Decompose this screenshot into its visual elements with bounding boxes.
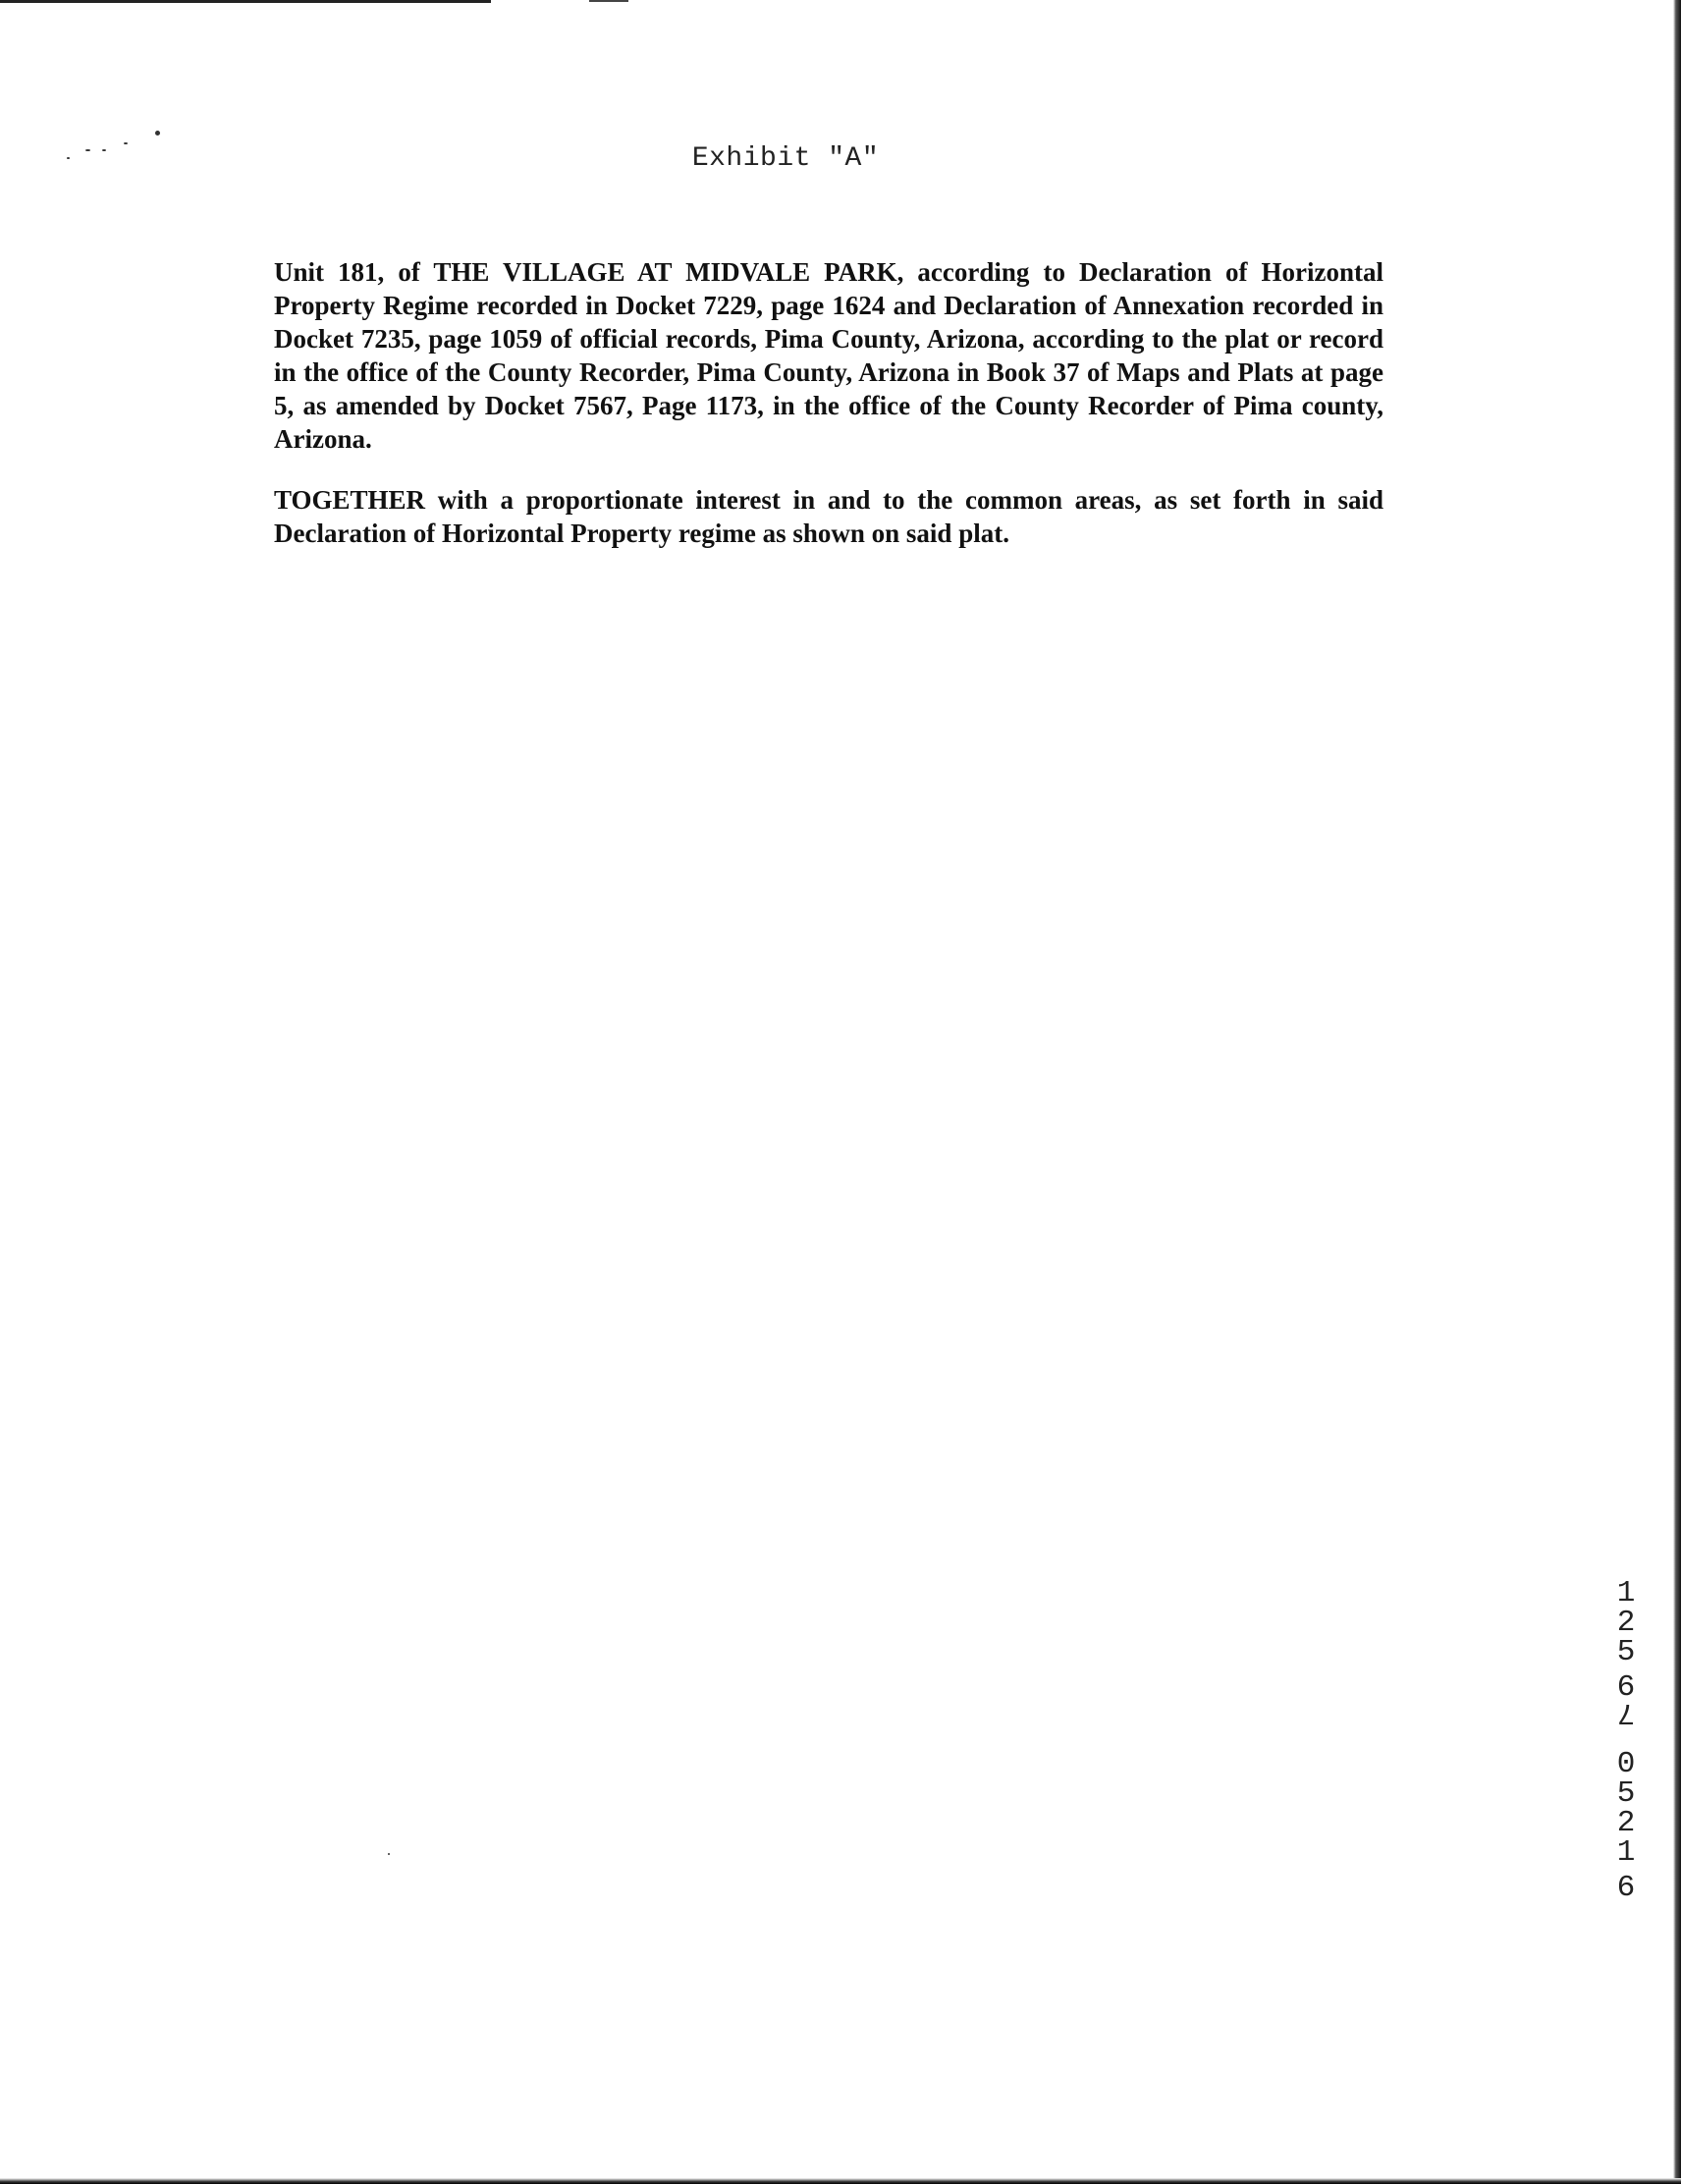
doc-number-digit: 1 [1616, 1835, 1636, 1870]
doc-number-digit: 2 [1616, 1806, 1636, 1840]
doc-number-digit: 0 [1616, 1747, 1636, 1781]
doc-number-digit: 9 [1616, 1866, 1636, 1900]
legal-description-paragraph: Unit 181, of THE VILLAGE AT MIDVALE PARK, according to Declaration of Horizontal Property Regime recorded in Docket 7229, page 1624 and Declaration of Annexation recorded in Docket 7235, page 1059 of official records, Pima County, Arizona, according to the plat or record in the office of the County Recorder, Pima County, Arizona in Book 37 of Maps and Plats at page 5, as amended by Docket 7567, Page 1173, in the office of the County Recorder of Pima county, Arizona. [274, 257, 1383, 454]
document-reference-number [1606, 1576, 1646, 1900]
scan-border-line [589, 0, 628, 2]
scan-right-edge [1673, 0, 1681, 2184]
doc-number-digit: 9 [1616, 1665, 1636, 1700]
scan-border-line [0, 0, 491, 3]
doc-number-digit: 1 [1616, 1576, 1636, 1611]
doc-number-digit: 2 [1616, 1606, 1636, 1640]
scan-bottom-edge [0, 2178, 1681, 2184]
doc-number-digit: 5 [1616, 1635, 1636, 1669]
exhibit-title: Exhibit "A" [691, 143, 880, 174]
scan-speck [155, 131, 160, 136]
doc-number-digit: 5 [1616, 1776, 1636, 1811]
common-areas-paragraph: TOGETHER with a proportionate interest in and to the common areas, as set forth in said Declaration of Horizontal Property regime as shown on said plat. [274, 485, 1383, 548]
doc-number-digit: 7 [1616, 1695, 1636, 1729]
scan-speck [388, 1853, 390, 1855]
